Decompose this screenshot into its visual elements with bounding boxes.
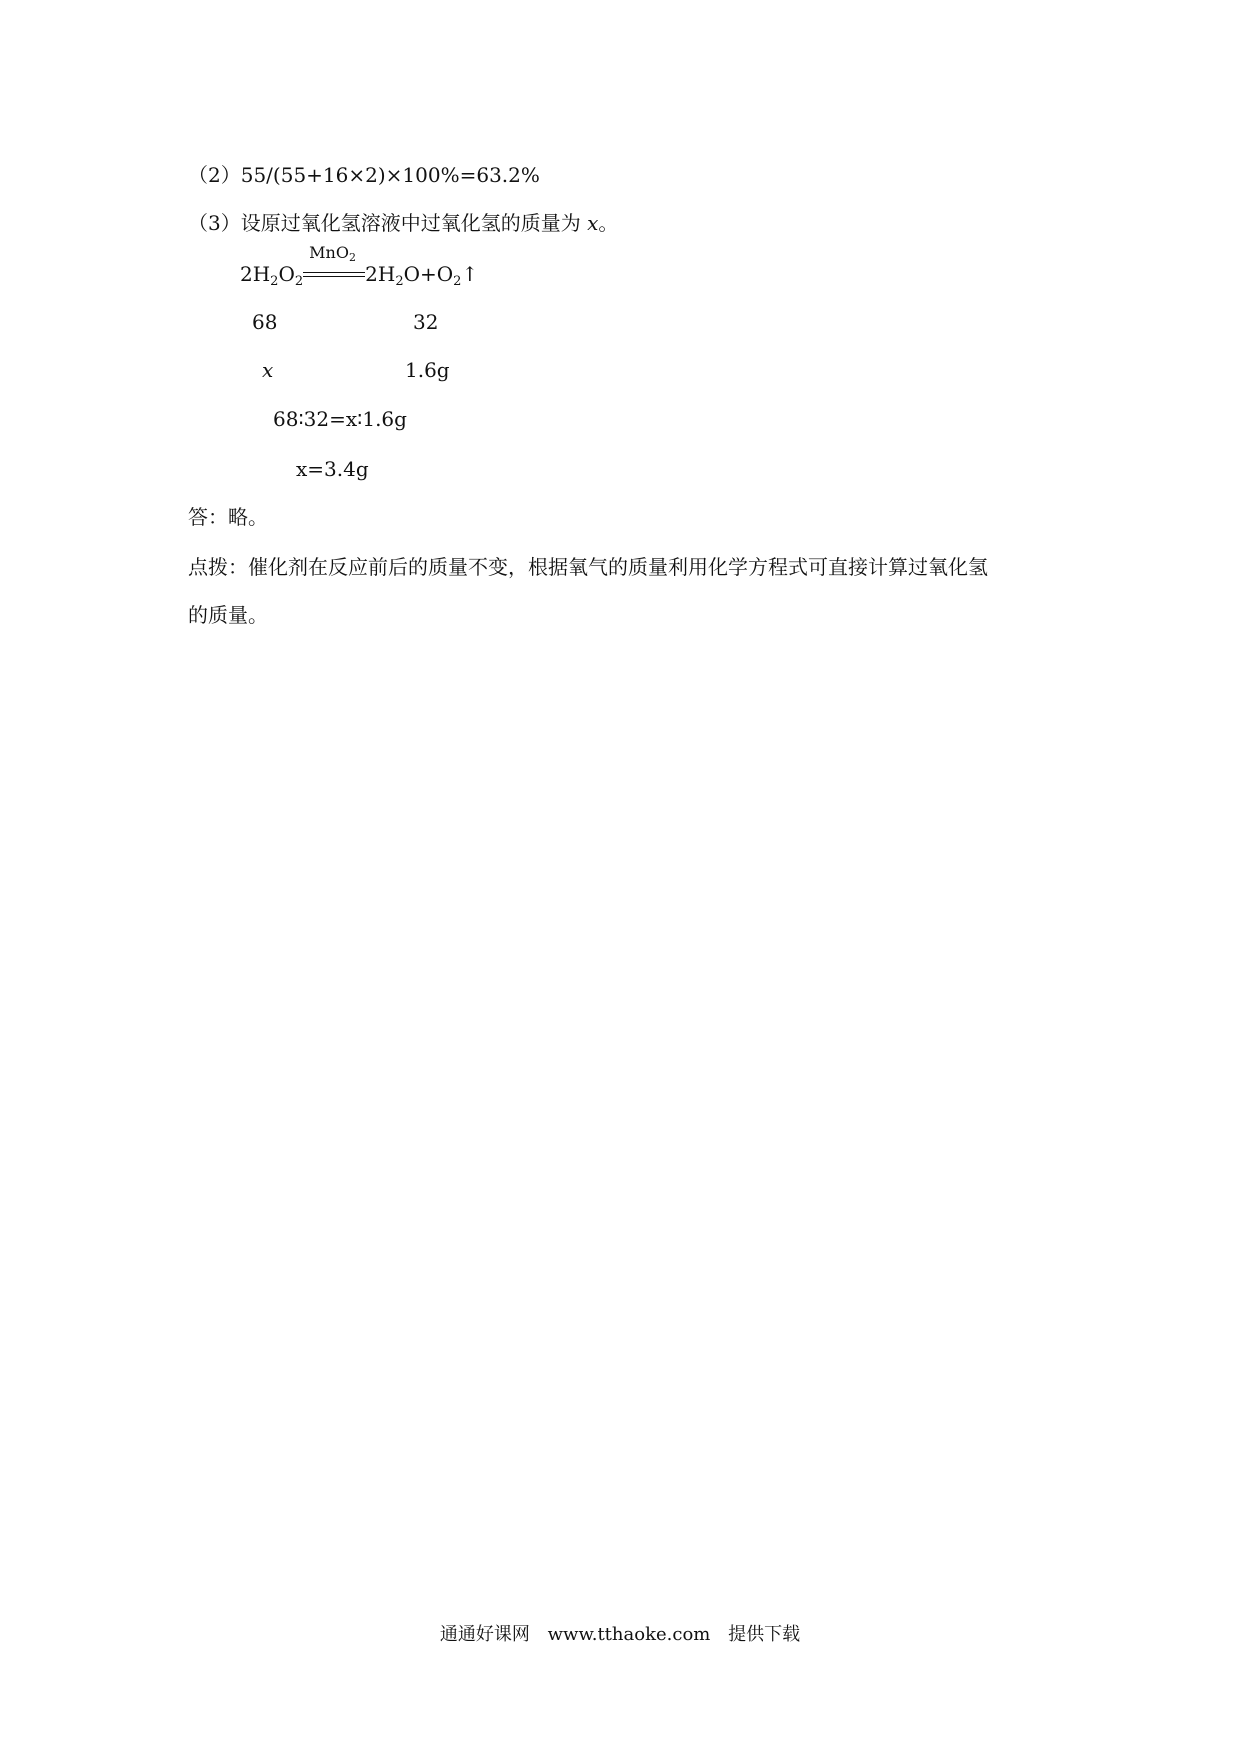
- mass-ratio-right: 32: [413, 310, 439, 334]
- product-water-subscript: 2: [395, 274, 404, 289]
- reactant-subscript-h: 2: [270, 274, 279, 289]
- unknown-left: x: [262, 358, 274, 382]
- hint-line-1: 点拨：催化剂在反应前后的质量不变，根据氧气的质量利用化学方程式可直接计算过氧化氢: [188, 555, 988, 579]
- part3-suffix: 。: [598, 211, 619, 235]
- catalyst-text: MnO: [309, 243, 349, 262]
- product-oxygen-subscript: 2: [453, 274, 462, 289]
- known-right: 1.6g: [405, 358, 450, 382]
- result-line: x=3.4g: [296, 457, 369, 481]
- reactant-text: 2H: [240, 262, 271, 286]
- product-oxygen-text: O+O: [403, 262, 454, 286]
- answer-line: 答：略。: [188, 505, 268, 529]
- part3-prefix: （3）设原过氧化氢溶液中过氧化氢的质量为: [188, 211, 588, 235]
- page-footer: [0, 1623, 1240, 1647]
- equals-line-bottom: [303, 276, 365, 277]
- footer-suffix: 提供下载: [728, 1624, 801, 1645]
- proportion-line: 68∶32=x∶1.6g: [273, 407, 407, 431]
- reactant-subscript-o: 2: [294, 274, 304, 289]
- chemical-equation: [240, 243, 479, 289]
- reaction-condition: [303, 243, 365, 286]
- part2-text: （2）55/(55+16×2)×100%=63.2%: [188, 163, 540, 187]
- part3-variable: x: [587, 211, 599, 235]
- part3-line: [188, 211, 618, 235]
- catalyst-label: [309, 244, 356, 262]
- hint-line-2: 的质量。: [188, 603, 268, 627]
- mass-ratio-left: 68: [252, 310, 278, 334]
- part2-line: [188, 163, 540, 187]
- footer-site-name: 通通好课网: [439, 1624, 530, 1645]
- catalyst-subscript: 2: [348, 251, 356, 264]
- product-water-text: 2H: [365, 262, 396, 286]
- reactant-o: O: [278, 262, 295, 286]
- equals-line-top: [303, 272, 365, 273]
- gas-arrow-icon: ↑: [461, 262, 479, 286]
- footer-url: www.tthaoke.com: [547, 1624, 711, 1645]
